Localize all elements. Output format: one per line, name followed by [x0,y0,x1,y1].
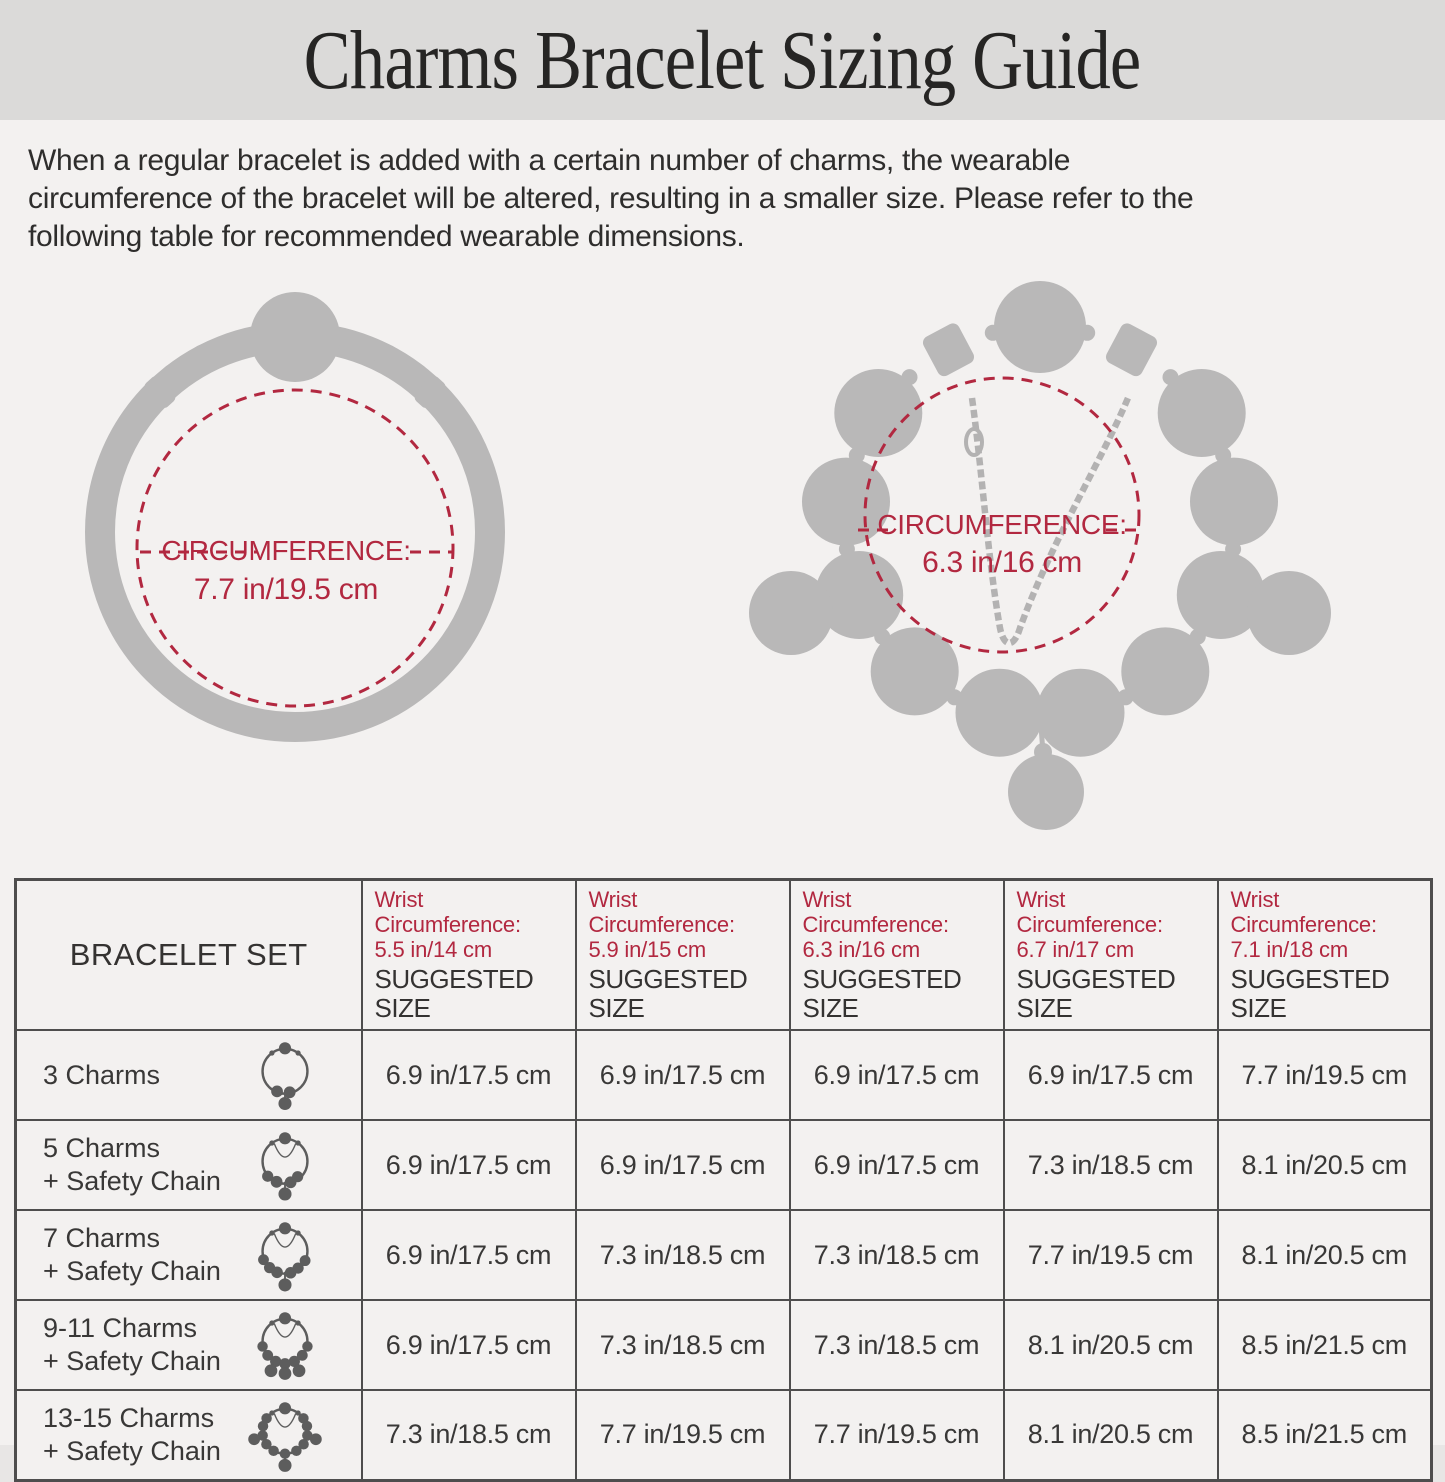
wrist-circumference-value: 7.1 in/18 cm [1230,937,1348,962]
size-cell: 7.3 in/18.5 cm [790,1210,1004,1300]
size-cell: 7.3 in/18.5 cm [576,1210,790,1300]
suggested-size-label: SUGGESTED SIZE [588,964,748,1023]
size-cell: 8.5 in/21.5 cm [1218,1390,1432,1480]
size-cell: 7.7 in/19.5 cm [576,1390,790,1480]
bracelet-icon-7-charms-safety-chain [245,1212,325,1298]
bracelet-clasp-bead [250,292,340,382]
circumference-label: CIRCUMFERENCE: [877,509,1127,540]
charm-clasp-bead [994,281,1086,373]
size-cell: 7.3 in/18.5 cm [790,1300,1004,1390]
size-cell: 7.3 in/18.5 cm [1004,1120,1218,1210]
wrist-circumference-label: Wrist Circumference: [588,887,735,937]
wrist-header-0 [362,880,576,1031]
row-label-line2: + Safety Chain [43,1166,221,1196]
table-row [16,1300,1432,1390]
intro-line: following table for recommended wearable dimensions. [28,220,745,253]
row-label-line1: 3 Charms [43,1059,161,1090]
size-cell: 6.9 in/17.5 cm [362,1120,576,1210]
size-cell: 7.3 in/18.5 cm [576,1300,790,1390]
page-title: Charms Bracelet Sizing Guide [304,13,1141,107]
size-cell: 6.9 in/17.5 cm [362,1300,576,1390]
row-label-line2: + Safety Chain [43,1256,221,1286]
size-cell: 6.9 in/17.5 cm [1004,1030,1218,1120]
bracelet-icon-5-charms-safety-chain [245,1122,325,1208]
suggested-size-label: SUGGESTED SIZE [374,964,534,1023]
size-cell: 8.5 in/21.5 cm [1218,1300,1432,1390]
wrist-circumference-value: 5.5 in/14 cm [374,937,492,962]
table-row [16,1210,1432,1300]
circumference-annotation-plain [137,390,453,706]
size-cell: 8.1 in/20.5 cm [1004,1300,1218,1390]
bracelet-illustrations [0,270,1445,870]
dangle-charm-left [749,571,833,655]
charm-bracelet-illustration [749,281,1331,830]
intro-line: When a regular bracelet is added with a certain number of charms, the wearable [28,144,1071,177]
size-cell: 6.9 in/17.5 cm [362,1030,576,1120]
size-cell: 6.9 in/17.5 cm [790,1120,1004,1210]
intro-line: circumference of the bracelet will be altered, resulting in a smaller size. Please refer to the [28,182,1194,215]
dangle-charm-right [1247,571,1331,655]
size-cell: 7.3 in/18.5 cm [362,1390,576,1480]
row-label-line1: 13-15 Charms [43,1402,215,1433]
row-label-line1: 5 Charms [43,1133,161,1163]
size-cell: 6.9 in/17.5 cm [790,1030,1004,1120]
row-label-line2: + Safety Chain [43,1346,221,1376]
bracelet-set-header: BRACELET SET [16,880,362,1031]
size-cell: 8.1 in/20.5 cm [1218,1120,1432,1210]
size-cell: 6.9 in/17.5 cm [576,1030,790,1120]
suggested-size-label: SUGGESTED SIZE [802,964,962,1023]
size-cell: 7.7 in/19.5 cm [1004,1210,1218,1300]
wrist-header-3 [1004,880,1218,1031]
intro-paragraph [28,142,1193,256]
wrist-header-4 [1218,880,1432,1031]
size-cell: 8.1 in/20.5 cm [1218,1210,1432,1300]
wrist-circumference-label: Wrist Circumference: [374,887,521,937]
wrist-circumference-value: 5.9 in/15 cm [588,937,706,962]
size-cell: 7.7 in/19.5 cm [790,1390,1004,1480]
suggested-size-label: SUGGESTED SIZE [1230,964,1390,1023]
table-row [16,1120,1432,1210]
size-cell: 6.9 in/17.5 cm [576,1120,790,1210]
wrist-circumference-value: 6.3 in/16 cm [802,937,920,962]
wrist-circumference-label: Wrist Circumference: [1016,887,1163,937]
suggested-size-label: SUGGESTED SIZE [1016,964,1176,1023]
row-label-line1: 9-11 Charms [43,1313,198,1343]
plain-bracelet-illustration [100,292,490,727]
table-row [16,1390,1432,1480]
wrist-header-2 [790,880,1004,1031]
wrist-circumference-label: Wrist Circumference: [1230,887,1377,937]
wrist-header-1 [576,880,790,1031]
circumference-value: 6.3 in/16 cm [922,546,1082,579]
row-label-line1: 7 Charms [43,1223,161,1253]
header-band [0,0,1445,120]
bracelet-icon-9-11-charms-safety-chain [245,1302,325,1388]
wrist-circumference-label: Wrist Circumference: [802,887,949,937]
bracelet-icon-3-charms [245,1032,325,1118]
circumference-label: CIRCUMFERENCE: [161,535,411,566]
row-label-line2: + Safety Chain [43,1435,221,1466]
size-cell: 7.7 in/19.5 cm [1218,1030,1432,1120]
table-header-row [16,880,1432,1031]
table-row [16,1030,1432,1120]
size-cell: 6.9 in/17.5 cm [362,1210,576,1300]
circumference-value: 7.7 in/19.5 cm [193,573,379,606]
dangle-charm-bottom [1008,754,1084,830]
wrist-circumference-value: 6.7 in/17 cm [1016,937,1134,962]
bracelet-icon-13-15-charms-safety-chain [245,1392,325,1478]
sizing-table [14,878,1433,1482]
size-cell: 8.1 in/20.5 cm [1004,1390,1218,1480]
